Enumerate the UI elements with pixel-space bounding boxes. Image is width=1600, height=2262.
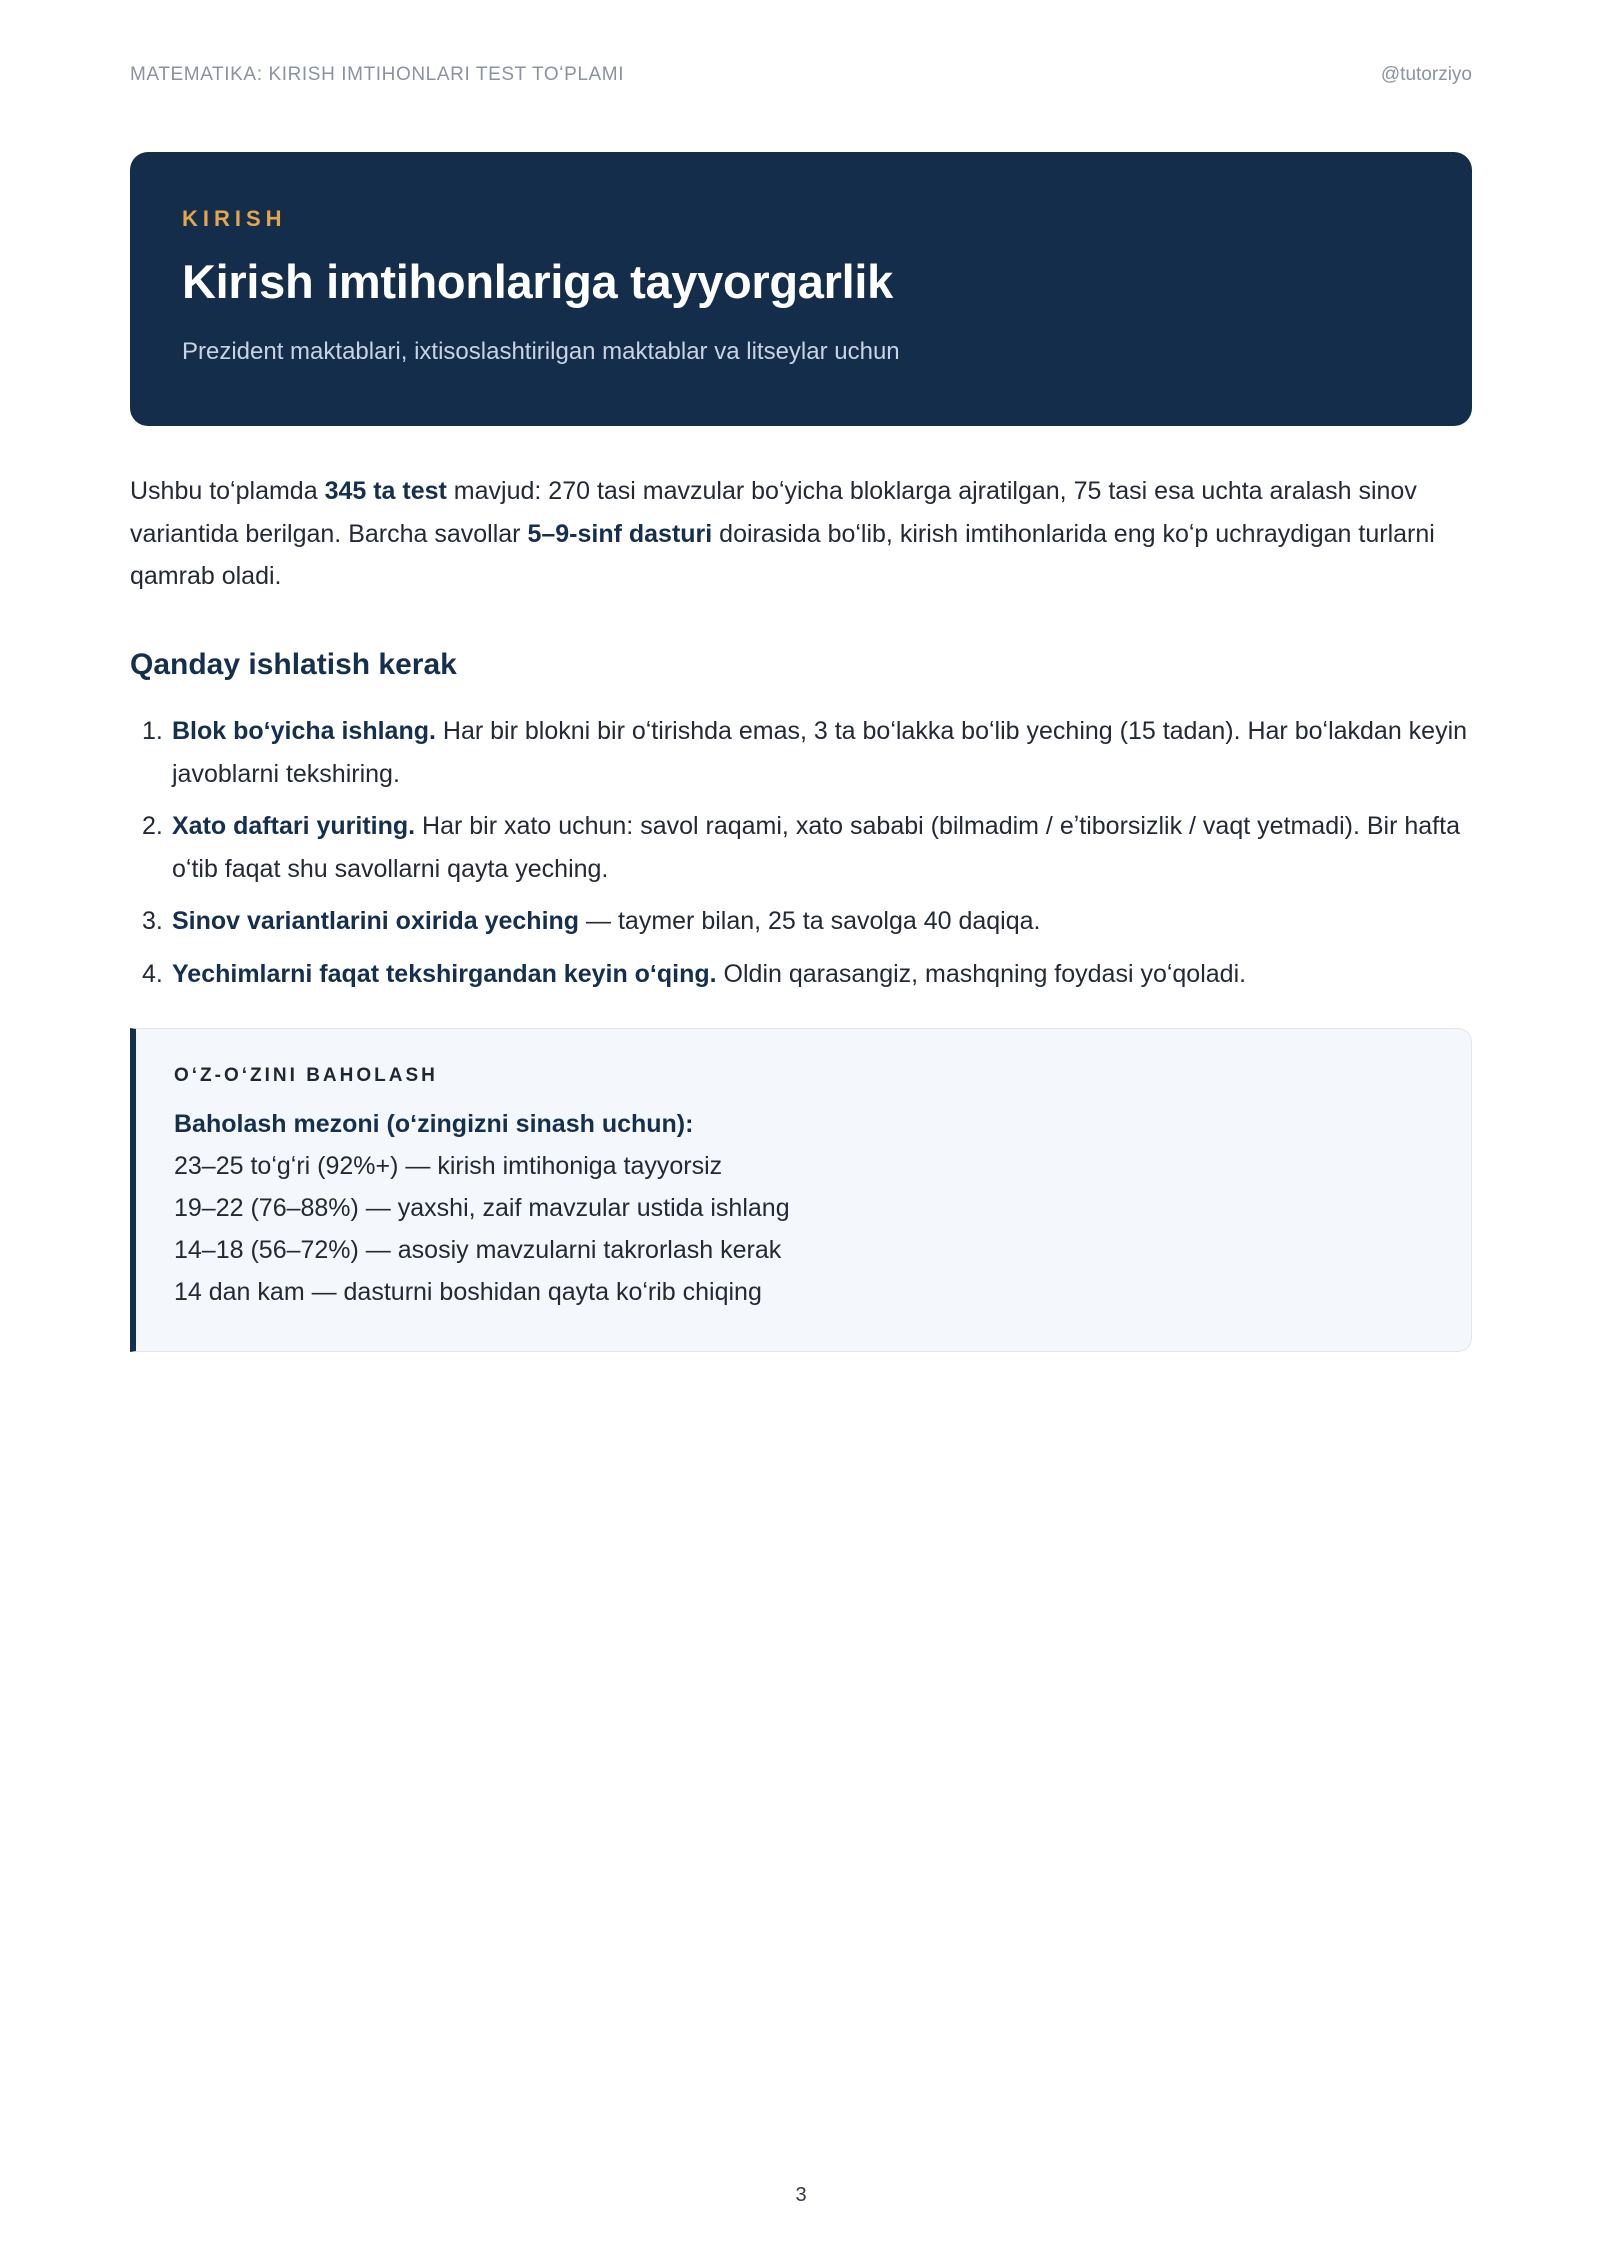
- document-page: [130, 0, 1472, 2262]
- step-lead: Blok boʻyicha ishlang.: [172, 717, 436, 745]
- score-band: 14–18 (56–72%) — asosiy mavzularni takrorlash kerak: [174, 1236, 782, 1264]
- step-text: Oldin qarasangiz, mashqning foydasi yoʻqoladi.: [716, 959, 1247, 988]
- score-band: 14 dan kam — dasturni boshidan qayta koʻrib chiqing: [174, 1278, 762, 1306]
- step-text: Har bir blokni bir oʻtirishda emas, 3 ta boʻlakka boʻlib yeching (15 tadan). Har boʻlakdan keyin javoblarni tekshiring.: [172, 717, 1468, 788]
- steps-list: [130, 710, 1472, 1005]
- callout-heading: Baholash mezoni (oʻzingizni sinash uchun):: [174, 1110, 694, 1138]
- intro-paragraph: [130, 470, 1472, 598]
- list-item: [130, 953, 1472, 996]
- author-handle: @tutorziyo: [1380, 64, 1472, 85]
- intro-text-1: Ushbu toʻplamda: [130, 477, 325, 505]
- step-lead: Xato daftari yuriting.: [172, 812, 416, 840]
- step-number: 2.: [142, 812, 163, 840]
- intro-emphasis-grade-range: 5–9-sinf dasturi: [527, 519, 713, 548]
- step-text: Har bir xato uchun: savol raqami, xato sababi (bilmadim / eʼtiborsizlik / vaqt yetmadi). Bir hafta oʻtib faqat shu savollarni qayta yeching.: [172, 812, 1460, 883]
- section-title-how-to: Qanday ishlatish kerak: [130, 648, 457, 681]
- step-number: 1.: [142, 717, 163, 745]
- intro-text-2: mavjud: 270 tasi mavzular boʻyicha bloklarga ajratilgan, 75 tasi esa uchta aralash sinov variantida berilgan. Barcha savollar: [130, 477, 1417, 548]
- hero-banner: [130, 152, 1472, 426]
- step-number: 3.: [142, 907, 163, 935]
- hero-kicker: KIRISH: [182, 206, 287, 231]
- step-number: 4.: [142, 959, 163, 988]
- document-title: MATEMATIKA: KIRISH IMTIHONLARI TEST TOʻPLAMI: [130, 64, 625, 85]
- score-band: 23–25 toʻgʻri (92%+) — kirish imtihoniga tayyorsiz: [174, 1152, 723, 1180]
- list-item: [130, 805, 1472, 890]
- intro-text-3: doirasida boʻlib, kirish imtihonlarida eng koʻp uchraydigan turlarni qamrab oladi.: [130, 519, 1435, 590]
- running-header: [130, 64, 1472, 86]
- list-item: [130, 900, 1472, 943]
- callout-kicker: OʻZ-OʻZINI BAHOLASH: [174, 1065, 438, 1086]
- step-lead: Sinov variantlarini oxirida yeching: [172, 907, 580, 935]
- page-number: 3: [795, 2184, 807, 2206]
- step-lead: Yechimlarni faqat tekshirgandan keyin oʻqing.: [172, 959, 717, 988]
- intro-emphasis-test-count: 345 ta test: [324, 477, 447, 505]
- score-band: 19–22 (76–88%) — yaxshi, zaif mavzular ustida ishlang: [174, 1194, 790, 1222]
- page-subtitle: Prezident maktablari, ixtisoslashtirilgan maktablar va litseylar uchun: [182, 337, 900, 365]
- page-title: Kirish imtihonlariga tayyorgarlik: [182, 255, 893, 308]
- step-text: — taymer bilan, 25 ta savolga 40 daqiqa.: [579, 907, 1041, 935]
- list-item: [130, 710, 1472, 795]
- self-assessment-callout: [130, 1028, 1472, 1352]
